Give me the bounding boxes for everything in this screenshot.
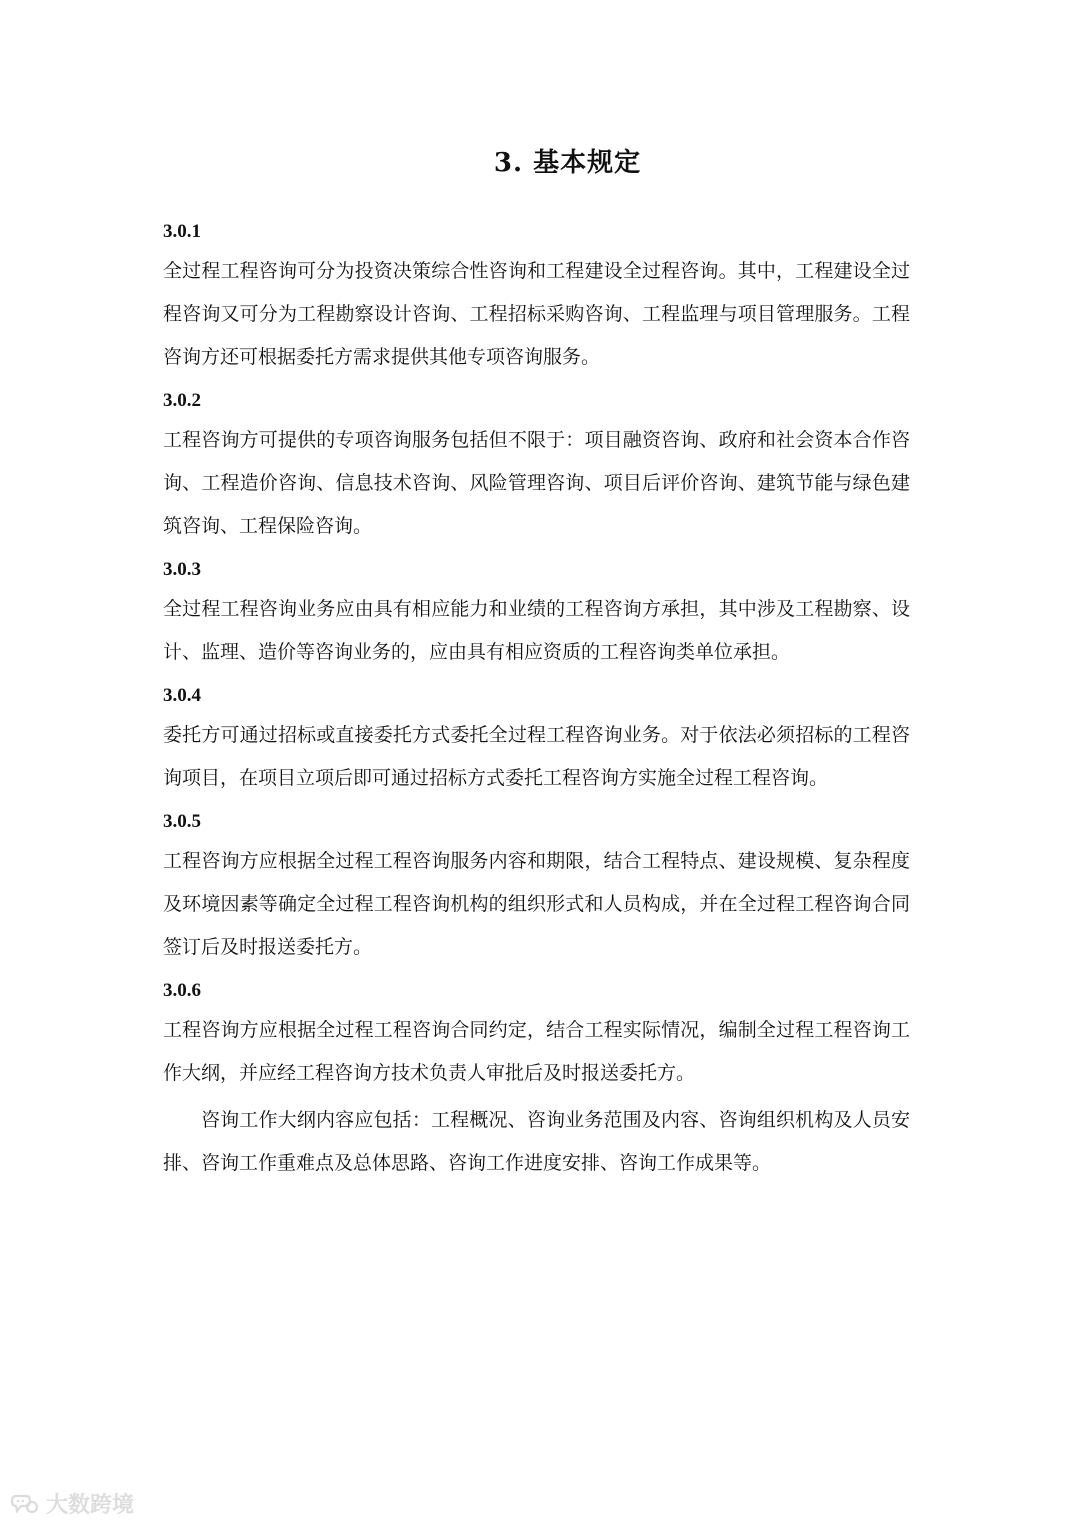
section-3-0-4 [163,678,910,800]
section-paragraph: 委托方可通过招标或直接委托方式委托全过程工程咨询业务。对于依法必须招标的工程咨询项目，在项目立项后即可通过招标方式委托工程咨询方实施全过程工程咨询。 [163,724,910,789]
section-3-0-2 [163,383,910,548]
section-3-0-3 [163,552,910,674]
section-paragraph: 全过程工程咨询业务应由具有相应能力和业绩的工程咨询方承担，其中涉及工程勘察、设计、监理、造价等咨询业务的，应由具有相应资质的工程咨询类单位承担。 [163,598,910,663]
section-3-0-5 [163,804,910,969]
section-number: 3.0.5 [163,811,201,832]
section-paragraph: 工程咨询方应根据全过程工程咨询合同约定，结合工程实际情况，编制全过程工程咨询工作大纲，并应经工程咨询方技术负责人审批后及时报送委托方。 [163,1019,910,1084]
section-number: 3.0.4 [163,685,201,706]
section-3-0-6 [163,973,910,1185]
section-paragraph: 工程咨询方应根据全过程工程咨询服务内容和期限，结合工程特点、建设规模、复杂程度及环境因素等确定全过程工程咨询机构的组织形式和人员构成，并在全过程工程咨询合同签订后及时报送委托方。 [163,850,910,958]
section-paragraph: 全过程工程咨询可分为投资决策综合性咨询和工程建设全过程咨询。其中，工程建设全过程咨询又可分为工程勘察设计咨询、工程招标采购咨询、工程监理与项目管理服务。工程咨询方还可根据委托方需求提供其他专项咨询服务。 [163,260,910,368]
chat-bubble-logo-icon [10,1492,40,1516]
section-paragraph-indented: 咨询工作大纲内容应包括：工程概况、咨询业务范围及内容、咨询组织机构及人员安排、咨询工作重难点及总体思路、咨询工作进度安排、咨询工作成果等。 [163,1109,910,1174]
section-number: 3.0.2 [163,390,201,411]
section-number: 3.0.6 [163,980,201,1001]
section-number: 3.0.1 [163,221,201,242]
watermark-text: 大数跨境 [46,1493,135,1518]
document-body [163,214,910,1189]
page-title: 3. 基本规定 [493,148,642,178]
watermark [10,1488,134,1519]
section-number: 3.0.3 [163,559,201,580]
section-paragraph: 工程咨询方可提供的专项咨询服务包括但不限于：项目融资咨询、政府和社会资本合作咨询、工程造价咨询、信息技术咨询、风险管理咨询、项目后评价咨询、建筑节能与绿色建筑咨询、工程保险咨询。 [163,429,910,537]
section-3-0-1 [163,214,910,379]
